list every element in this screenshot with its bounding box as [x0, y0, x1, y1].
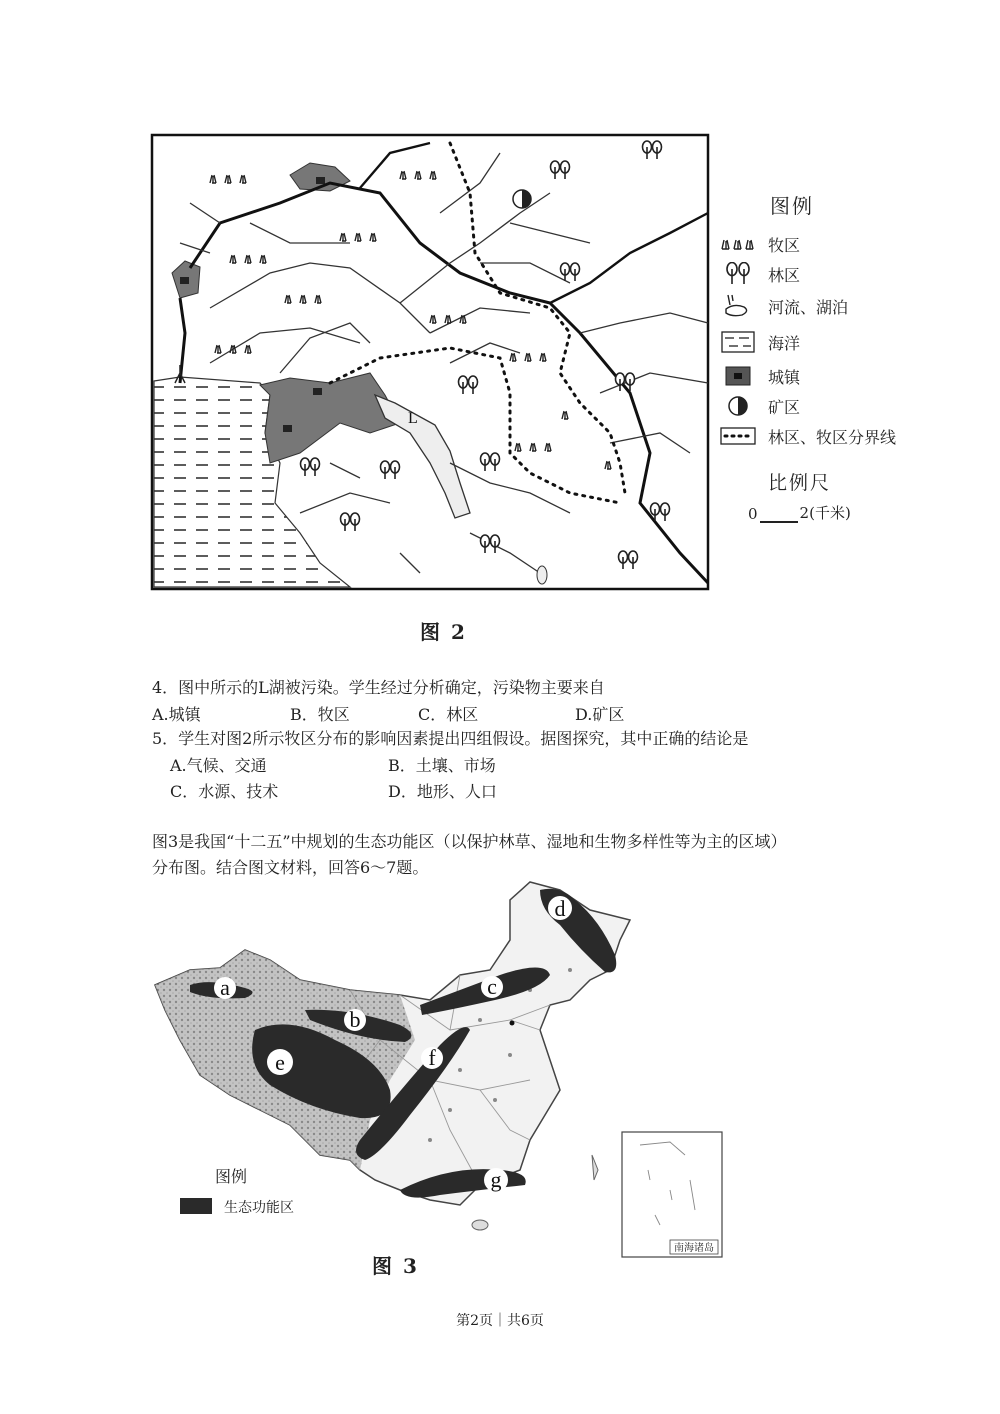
legend-row-ocean: [718, 328, 800, 356]
forest-icon: [718, 262, 758, 286]
fig3-legend-swatch: [180, 1198, 212, 1214]
q4-option-b: B．牧区: [290, 705, 350, 724]
inset-south-china-sea: [622, 1132, 722, 1257]
scale-end: 2(千米): [799, 504, 851, 522]
q4-option-c: C．林区: [418, 705, 479, 724]
q5-option-d: D．地形、人口: [388, 782, 497, 801]
zone-g-label: g: [490, 1167, 502, 1192]
legend-row-town: [718, 362, 800, 390]
legend-label: 城镇: [768, 367, 801, 387]
fig3-legend-title: 图例: [215, 1167, 248, 1186]
mine-icon: [718, 394, 758, 418]
zone-b-label: b: [349, 1007, 361, 1032]
q5-option-c: C．水源、技术: [170, 782, 279, 801]
intro-line-2: 分布图。结合图文材料，回答6～7题。: [152, 858, 429, 877]
boundary-icon: [718, 424, 758, 448]
inset-label: 南海诸岛: [674, 1243, 714, 1254]
ocean-icon: [718, 330, 758, 354]
zone-a-label: a: [220, 975, 230, 1000]
question-4-stem: 4．图中所示的L湖被污染。学生经过分析确定，污染物主要来自: [152, 678, 605, 697]
question-5-stem: 5．学生对图2所示牧区分布的影响因素提出四组假设。据图探究，其中正确的结论是: [152, 729, 749, 748]
legend-label: 牧区: [768, 235, 801, 255]
scale-start: 0: [748, 505, 758, 523]
zone-e-label: e: [275, 1050, 285, 1075]
legend-title: 图例: [770, 194, 814, 218]
zone-c-label: c: [487, 974, 497, 999]
legend-label: 海洋: [768, 333, 801, 353]
town-icon: [718, 364, 758, 388]
legend-label: 林区、牧区分界线: [768, 427, 897, 447]
legend-label: 林区: [768, 265, 801, 285]
lake-l-label: L: [408, 410, 418, 427]
q4-option-a: A.城镇: [152, 705, 201, 724]
legend-row-mine: [718, 392, 800, 420]
legend-row-pasture: [718, 230, 800, 258]
mine-symbol: [513, 190, 531, 208]
q4-option-d: D.矿区: [575, 705, 625, 724]
q5-option-b: B．土壤、市场: [388, 756, 496, 775]
figure-2-map: [150, 133, 712, 593]
legend-row-boundary: [718, 422, 896, 450]
pasture-icon: [718, 232, 758, 256]
scale-bar: [748, 502, 851, 523]
figure-3-map: [150, 880, 730, 1275]
q5-option-a: A.气候、交通: [170, 756, 267, 775]
scale-line: [760, 509, 798, 523]
river-lake-icon: [718, 294, 758, 318]
zone-d-label: d: [554, 896, 566, 921]
figure-2-legend: [718, 190, 988, 530]
zone-f-label: f: [428, 1045, 436, 1070]
legend-row-river: [718, 292, 848, 320]
legend-row-forest: [718, 260, 800, 288]
figure-2-caption: 图 2: [420, 620, 467, 644]
figure-3-caption: 图 3: [372, 1254, 419, 1278]
legend-label: 河流、湖泊: [768, 297, 849, 317]
intro-line-1: 图3是我国“十二五”中规划的生态功能区（以保护林草、湿地和生物多样性等为主的区域）: [152, 832, 787, 851]
legend-label: 矿区: [768, 397, 801, 417]
scale-title: 比例尺: [768, 472, 832, 494]
fig3-legend-label: 生态功能区: [224, 1200, 294, 1216]
page-footer: 第2页｜共6页: [456, 1313, 544, 1329]
